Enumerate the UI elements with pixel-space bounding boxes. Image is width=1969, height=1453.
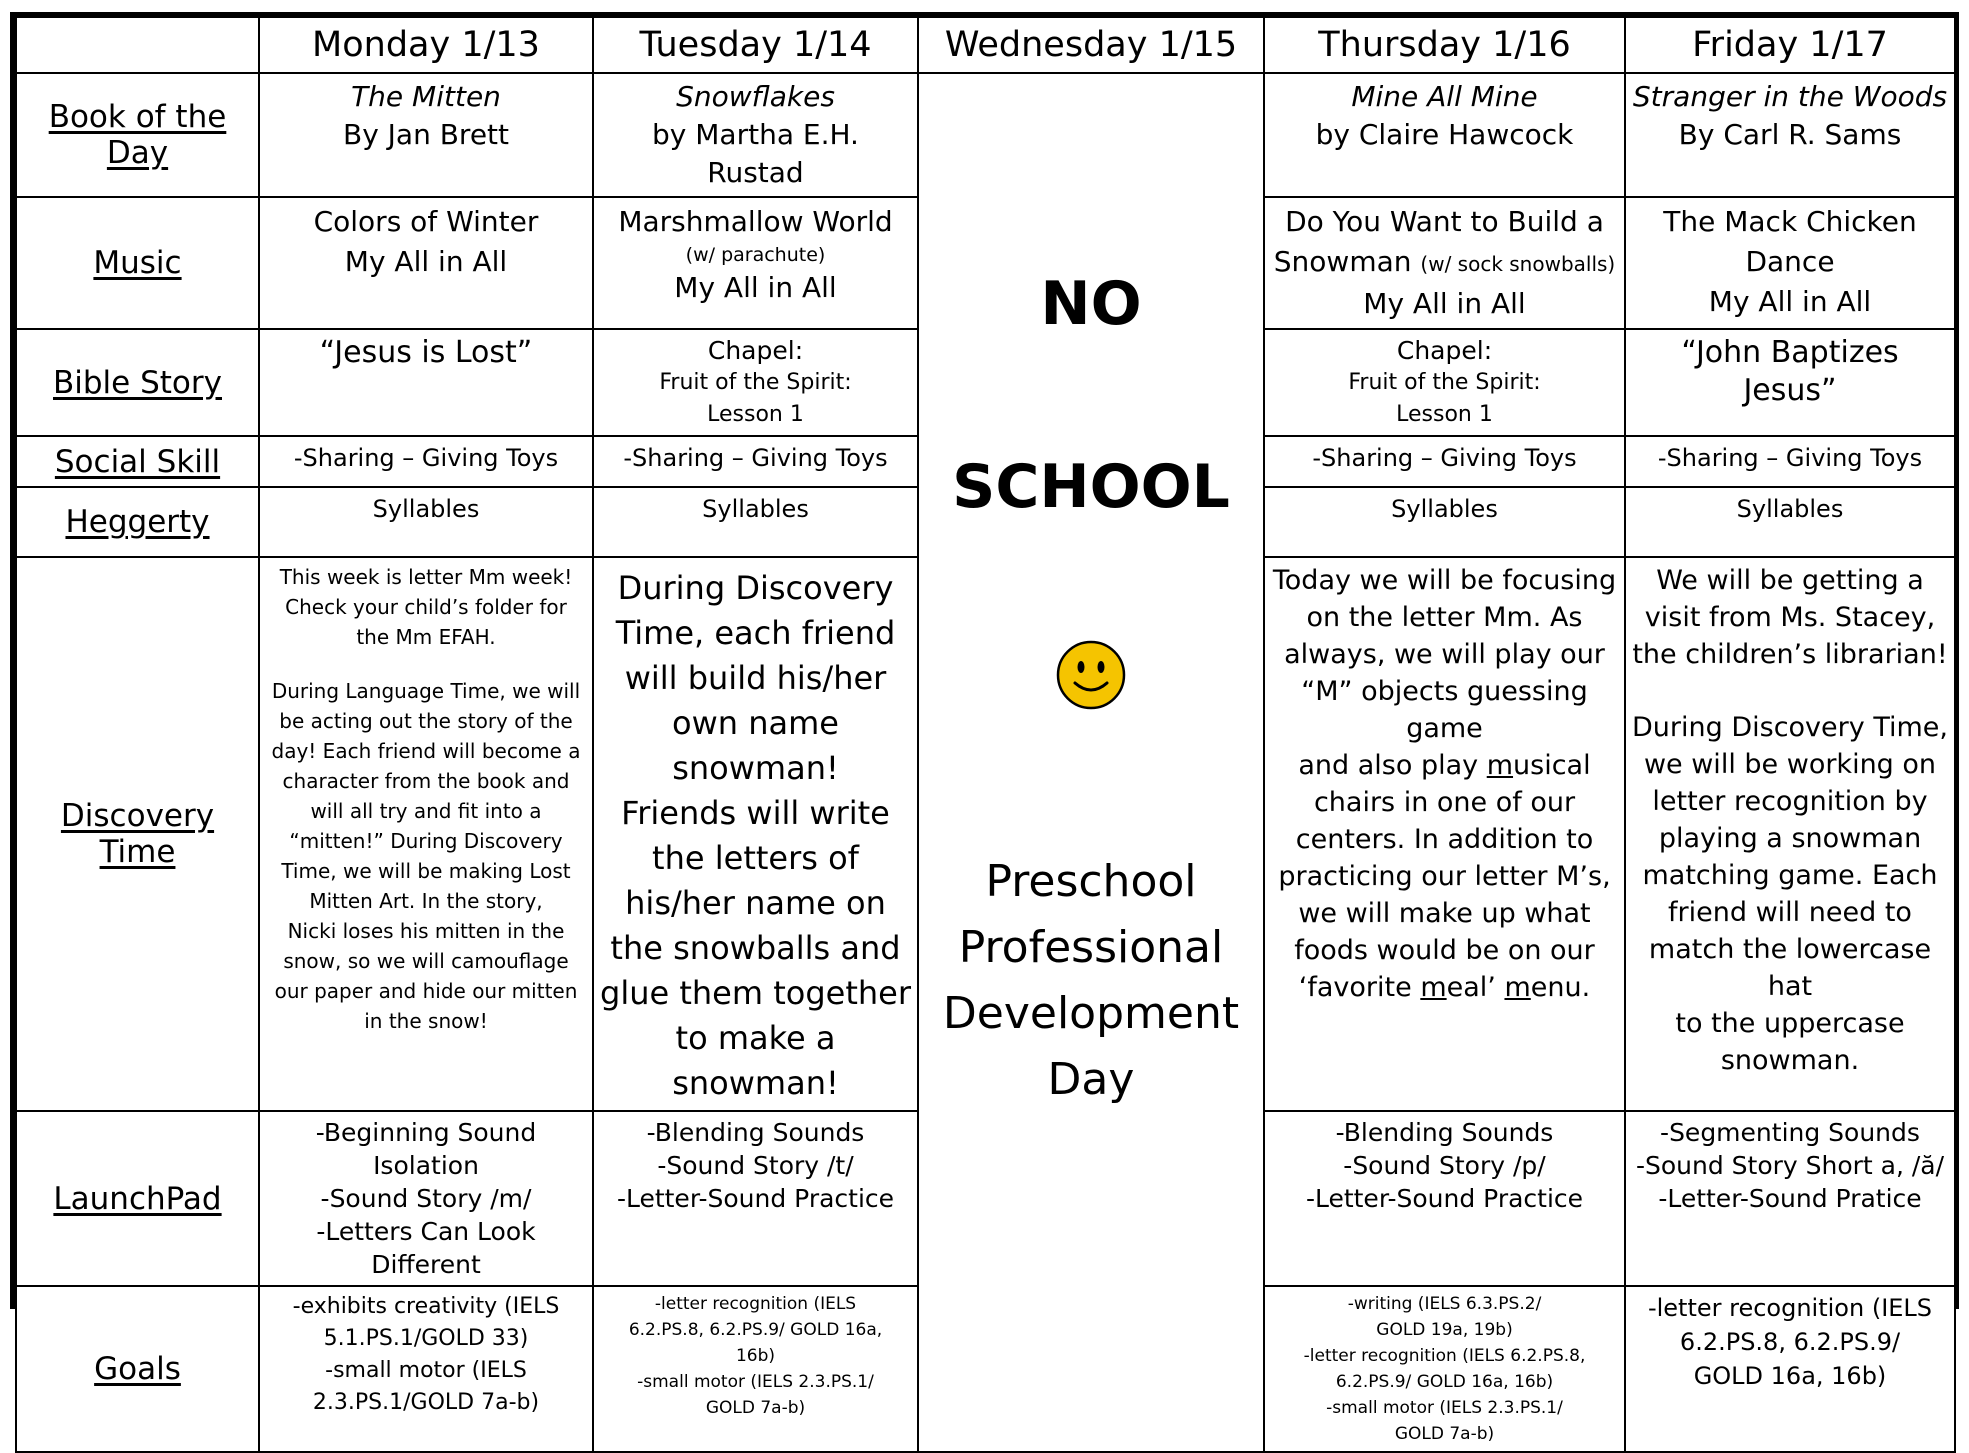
launchpad-friday: -Segmenting Sounds -Sound Story Short a, /ă/ -Letter-Sound Pratice — [1625, 1111, 1955, 1286]
corner-cell — [16, 17, 259, 73]
school-label: SCHOOL — [952, 452, 1230, 522]
bible-thursday: Chapel: Fruit of the Spirit: Lesson 1 — [1264, 329, 1625, 436]
book-friday — [1625, 73, 1955, 197]
bible-tuesday: Chapel: Fruit of the Spirit: Lesson 1 — [593, 329, 918, 436]
book-title: The Mitten — [351, 80, 501, 113]
discovery-thursday: Today we will be focusing on the letter Mm. As always, we will play our “M” objects guessing game and also play musical chairs in one of our centers. In addition to practicing our letter M’s, we will make up what foods would be on our ‘favorite meal’ menu. — [1264, 557, 1625, 1111]
book-title: Snowflakes — [676, 80, 835, 113]
social-tuesday: -Sharing – Giving Toys — [593, 436, 918, 487]
weekly-lesson-plan-table — [15, 16, 1956, 1453]
day-header-thursday: Thursday 1/16 — [1264, 17, 1625, 73]
row-label-launchpad: LaunchPad — [16, 1111, 259, 1286]
day-header-wednesday: Wednesday 1/15 — [918, 17, 1264, 73]
book-thursday — [1264, 73, 1625, 197]
day-header-monday: Monday 1/13 — [259, 17, 593, 73]
book-monday — [259, 73, 593, 197]
wednesday-no-school-cell — [918, 73, 1264, 1452]
heggerty-friday: Syllables — [1625, 487, 1955, 557]
launchpad-monday: -Beginning Sound Isolation -Sound Story /m/ -Letters Can Look Different — [259, 1111, 593, 1286]
discovery-monday: This week is letter Mm week! Check your child’s folder for the Mm EFAH. During Language Time, we will be acting out the story of the day! Each friend will become a character from the book and will all try and fit into a “mitten!” During Discovery Time, we will be making Lost Mitten Art. In the story, Nicki loses his mitten in the snow, so we will camouflage our paper and hide our mitten in the snow! — [259, 557, 593, 1111]
social-thursday: -Sharing – Giving Toys — [1264, 436, 1625, 487]
discovery-tuesday: During Discovery Time, each friend will build his/her own name snowman! Friends will write the letters of his/her name on the snowballs and glue them together to make a snowman! — [593, 557, 918, 1111]
row-label-book: Book of the Day — [16, 73, 259, 197]
heggerty-monday: Syllables — [259, 487, 593, 557]
book-author: by Martha E.H. Rustad — [652, 118, 859, 189]
header-row — [16, 17, 1955, 73]
goals-friday: -letter recognition (IELS 6.2.PS.8, 6.2.PS.9/ GOLD 16a, 16b) — [1625, 1286, 1955, 1452]
no-label: NO — [1040, 269, 1142, 339]
row-label-discovery: Discovery Time — [16, 557, 259, 1111]
book-title: Mine All Mine — [1351, 80, 1538, 113]
row-label-goals: Goals — [16, 1286, 259, 1452]
music-monday: Colors of Winter My All in All — [259, 197, 593, 329]
heggerty-thursday: Syllables — [1264, 487, 1625, 557]
goals-monday: -exhibits creativity (IELS 5.1.PS.1/GOLD 33) -small motor (IELS 2.3.PS.1/GOLD 7a-b) — [259, 1286, 593, 1452]
music-thursday: Do You Want to Build a Snowman (w/ sock snowballs) My All in All — [1264, 197, 1625, 329]
book-author: By Carl R. Sams — [1678, 118, 1902, 151]
bible-monday: “Jesus is Lost” — [259, 329, 593, 436]
social-monday: -Sharing – Giving Toys — [259, 436, 593, 487]
day-header-friday: Friday 1/17 — [1625, 17, 1955, 73]
bible-friday: “John Baptizes Jesus” — [1625, 329, 1955, 436]
discovery-friday: We will be getting a visit from Ms. Stacey, the children’s librarian! During Discovery Time, we will be working on letter recognition by playing a snowman matching game. Each friend will need to match the lowercase hat to the uppercase snowman. — [1625, 557, 1955, 1111]
row-label-music: Music — [16, 197, 259, 329]
goals-tuesday: -letter recognition (IELS 6.2.PS.8, 6.2.PS.9/ GOLD 16a, 16b) -small motor (IELS 2.3.PS.1/ GOLD 7a-b) — [593, 1286, 918, 1452]
music-friday: The Mack Chicken Dance My All in All — [1625, 197, 1955, 329]
smiley-face-icon — [1055, 639, 1127, 711]
book-author: by Claire Hawcock — [1315, 118, 1574, 151]
goals-thursday: -writing (IELS 6.3.PS.2/ GOLD 19a, 19b) -letter recognition (IELS 6.2.PS.8, 6.2.PS.9/ GOLD 16a, 16b) -small motor (IELS 2.3.PS.1/ GOLD 7a-b) — [1264, 1286, 1625, 1452]
music-tuesday: Marshmallow World (w/ parachute) My All in All — [593, 197, 918, 329]
social-friday: -Sharing – Giving Toys — [1625, 436, 1955, 487]
book-title: Stranger in the Woods — [1632, 80, 1948, 113]
book-author: By Jan Brett — [342, 118, 510, 151]
row-label-social: Social Skill — [16, 436, 259, 487]
launchpad-thursday: -Blending Sounds -Sound Story /p/ -Letter-Sound Practice — [1264, 1111, 1625, 1286]
book-tuesday — [593, 73, 918, 197]
book-row — [16, 73, 1955, 197]
row-label-heggerty: Heggerty — [16, 487, 259, 557]
lesson-plan-frame — [10, 12, 1959, 1444]
launchpad-tuesday: -Blending Sounds -Sound Story /t/ -Letter-Sound Practice — [593, 1111, 918, 1286]
professional-development-label: Preschool Professional Development Day — [942, 856, 1240, 1105]
day-header-tuesday: Tuesday 1/14 — [593, 17, 918, 73]
heggerty-tuesday: Syllables — [593, 487, 918, 557]
row-label-bible: Bible Story — [16, 329, 259, 436]
